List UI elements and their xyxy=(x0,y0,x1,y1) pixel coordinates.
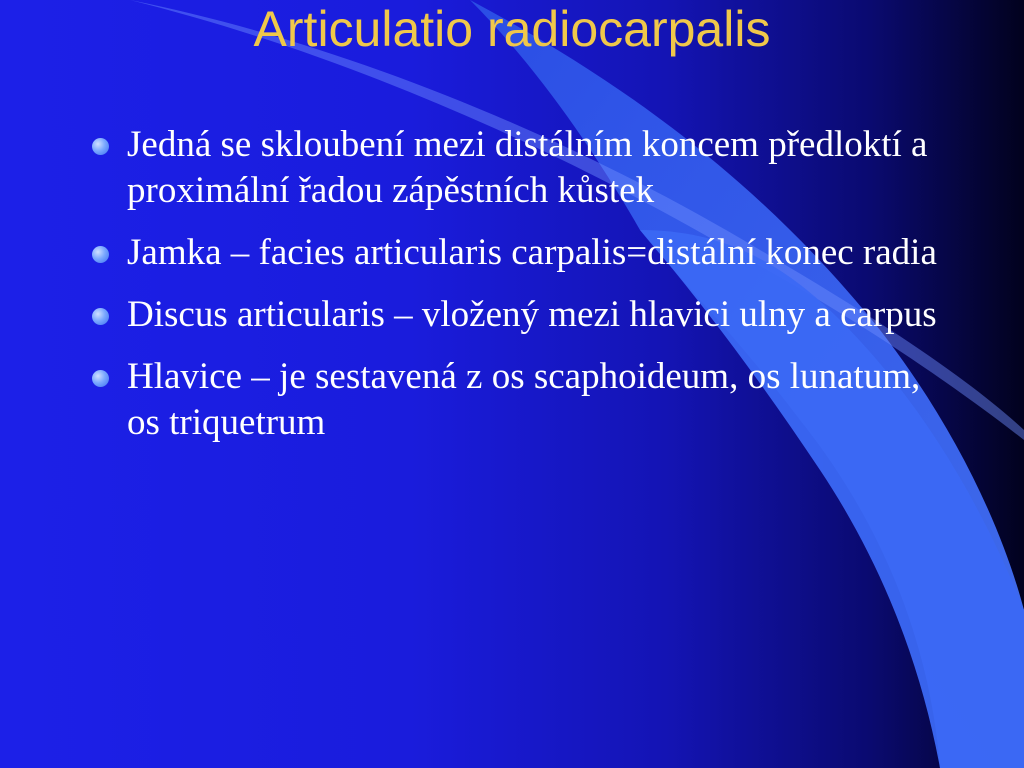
bullet-icon xyxy=(92,308,109,325)
bullet-text: Jedná se skloubení mezi distálním koncem předloktí a proximální řadou zápěstních kůstek xyxy=(127,124,928,211)
bullet-item xyxy=(90,230,940,276)
bullet-item xyxy=(90,292,940,338)
bullet-text: Hlavice – je sestavená z os scaphoideum, os lunatum, os triquetrum xyxy=(127,356,921,443)
bullet-icon xyxy=(92,370,109,387)
bullet-icon xyxy=(92,138,109,155)
bullet-text: Jamka – facies articularis carpalis=distální konec radia xyxy=(127,232,937,273)
slide-title: Articulatio radiocarpalis xyxy=(253,1,771,57)
bullet-text: Discus articularis – vložený mezi hlavici ulny a carpus xyxy=(127,294,937,335)
bullet-icon xyxy=(92,246,109,263)
bullet-list xyxy=(90,122,940,462)
bullet-item xyxy=(90,122,940,214)
bullet-item xyxy=(90,354,940,446)
